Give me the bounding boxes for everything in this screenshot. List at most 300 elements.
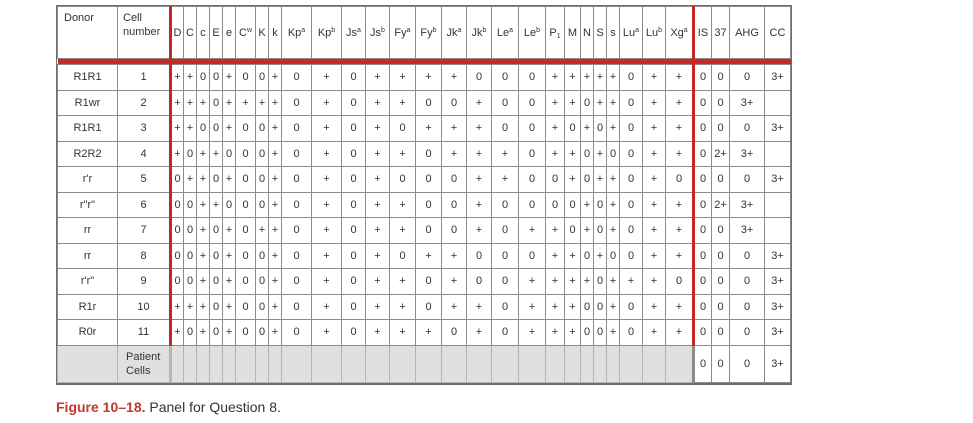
antigen-value: + <box>366 167 390 193</box>
table-row <box>58 269 791 295</box>
patient-antigen-blank <box>256 345 269 382</box>
table-row <box>58 294 791 320</box>
antigen-value: 0 <box>467 243 492 269</box>
antigen-value: + <box>666 243 694 269</box>
result-header: AHG <box>730 7 765 59</box>
reaction-result <box>765 192 791 218</box>
antigen-value: 0 <box>171 269 184 295</box>
reaction-result: 3+ <box>765 167 791 193</box>
antigen-value: 0 <box>184 141 197 167</box>
antigen-value: + <box>269 167 282 193</box>
antigen-value: 0 <box>342 90 366 116</box>
cell-number: 4 <box>118 141 171 167</box>
antigen-value: + <box>184 90 197 116</box>
antigen-value: 0 <box>256 65 269 91</box>
antigen-value: 0 <box>607 141 620 167</box>
antigen-value: + <box>366 192 390 218</box>
antigen-value: 0 <box>282 167 312 193</box>
donor-cell: rr <box>58 243 118 269</box>
reaction-result: 0 <box>712 294 730 320</box>
antigen-value: + <box>607 192 620 218</box>
antigen-header: Fy$^b$ <box>416 7 442 59</box>
antigen-value: 0 <box>594 320 607 346</box>
antigen-value: 0 <box>390 243 416 269</box>
patient-antigen-blank <box>197 345 210 382</box>
reaction-result: 2+ <box>712 192 730 218</box>
antigen-value: 0 <box>171 167 184 193</box>
reaction-result: 0 <box>730 269 765 295</box>
antigen-header: Fy$^a$ <box>390 7 416 59</box>
donor-cell: R1R1 <box>58 65 118 91</box>
antigen-value: + <box>269 243 282 269</box>
reaction-result: 3+ <box>765 116 791 142</box>
reaction-result: 2+ <box>712 141 730 167</box>
antigen-value: 0 <box>492 192 519 218</box>
antigen-value: + <box>666 192 694 218</box>
antigen-value: + <box>546 243 565 269</box>
antigen-value: + <box>643 320 666 346</box>
antigen-value: 0 <box>519 65 546 91</box>
antigen-value: + <box>607 65 620 91</box>
antigen-value: + <box>666 218 694 244</box>
antigen-value: 0 <box>666 269 694 295</box>
antigen-value: 0 <box>282 269 312 295</box>
patient-antigen-blank <box>546 345 565 382</box>
antigen-value: 0 <box>492 65 519 91</box>
antigen-value: 0 <box>620 243 643 269</box>
result-header: 37 <box>712 7 730 59</box>
antigen-value: 0 <box>342 243 366 269</box>
antigen-value: + <box>546 116 565 142</box>
antigen-value: 0 <box>620 65 643 91</box>
antigen-value: + <box>223 320 236 346</box>
antigen-value: 0 <box>282 90 312 116</box>
antigen-value: + <box>312 192 342 218</box>
antigen-value: + <box>416 320 442 346</box>
reaction-result: 0 <box>730 167 765 193</box>
patient-antigen-blank <box>366 345 390 382</box>
antigen-header: S <box>594 7 607 59</box>
antigen-value: 0 <box>442 167 467 193</box>
antigen-value: 0 <box>223 192 236 218</box>
antigen-header: $P_1$ <box>546 7 565 59</box>
antigen-value: 0 <box>342 269 366 295</box>
antigen-value: 0 <box>223 141 236 167</box>
patient-antigen-blank <box>519 345 546 382</box>
antigen-value: + <box>366 320 390 346</box>
antigen-value: + <box>546 320 565 346</box>
antigen-value: + <box>643 90 666 116</box>
antigen-value: 0 <box>416 167 442 193</box>
antigen-value: + <box>467 90 492 116</box>
antigen-value: 0 <box>519 116 546 142</box>
antigen-value: + <box>390 65 416 91</box>
table-row <box>58 141 791 167</box>
patient-antigen-blank <box>269 345 282 382</box>
antigen-value: + <box>492 141 519 167</box>
antigen-value: 0 <box>171 243 184 269</box>
table-row <box>58 243 791 269</box>
donor-cell: rr <box>58 218 118 244</box>
antigen-value: 0 <box>492 294 519 320</box>
antigen-value: + <box>269 218 282 244</box>
antigen-value: + <box>666 294 694 320</box>
antigen-value: 0 <box>620 294 643 320</box>
antigen-value: 0 <box>594 269 607 295</box>
antigen-value: 0 <box>256 294 269 320</box>
antigen-value: + <box>390 218 416 244</box>
patient-result: 0 <box>730 345 765 382</box>
antigen-value: + <box>223 90 236 116</box>
patient-antigen-blank <box>607 345 620 382</box>
antigen-value: 0 <box>442 192 467 218</box>
antigen-value: 0 <box>236 116 256 142</box>
antigen-value: 0 <box>519 243 546 269</box>
antigen-value: + <box>607 269 620 295</box>
antigen-value: + <box>269 192 282 218</box>
antigen-value: + <box>184 116 197 142</box>
antigen-value: 0 <box>236 218 256 244</box>
reaction-result: 0 <box>712 116 730 142</box>
donor-cell: r"r" <box>58 192 118 218</box>
cell-number-header: Cell number <box>118 7 171 59</box>
antigen-value: 0 <box>620 192 643 218</box>
patient-antigen-blank <box>492 345 519 382</box>
antigen-value: + <box>416 65 442 91</box>
antigen-value: + <box>269 269 282 295</box>
antigen-value: + <box>442 294 467 320</box>
antigen-value: 0 <box>256 320 269 346</box>
antigen-value: + <box>643 269 666 295</box>
antigen-value: + <box>184 167 197 193</box>
antigen-value: 0 <box>197 116 210 142</box>
antigen-header: Jk$^a$ <box>442 7 467 59</box>
antigen-header: Js$^a$ <box>342 7 366 59</box>
antigen-header: $C^w$ <box>236 7 256 59</box>
cell-number: 9 <box>118 269 171 295</box>
antigen-value: + <box>390 269 416 295</box>
header-row <box>58 7 791 59</box>
antigen-value: 0 <box>210 90 223 116</box>
antigen-value: + <box>519 269 546 295</box>
antigen-value: + <box>467 167 492 193</box>
antigen-value: + <box>594 65 607 91</box>
antigen-value: 0 <box>492 90 519 116</box>
antigen-header: Js$^b$ <box>366 7 390 59</box>
antigen-value: + <box>197 167 210 193</box>
patient-antigen-blank <box>342 345 366 382</box>
antigen-value: 0 <box>184 192 197 218</box>
antigen-value: 0 <box>210 218 223 244</box>
antigen-value: + <box>581 218 594 244</box>
patient-cells-row <box>58 345 791 382</box>
antigen-value: + <box>269 65 282 91</box>
antigen-value: + <box>467 141 492 167</box>
antigen-value: 0 <box>492 218 519 244</box>
patient-result: 0 <box>694 345 712 382</box>
antigen-value: + <box>666 90 694 116</box>
antigen-value: 0 <box>492 116 519 142</box>
antigen-value: + <box>223 243 236 269</box>
result-header: IS <box>694 7 712 59</box>
figure-caption-text: Panel for Question 8. <box>145 399 281 415</box>
antigen-value: + <box>210 141 223 167</box>
antigen-value: + <box>594 90 607 116</box>
patient-antigen-blank <box>594 345 607 382</box>
antigen-value: + <box>269 116 282 142</box>
antigen-value: + <box>312 167 342 193</box>
antigen-value: 0 <box>519 141 546 167</box>
reaction-result: 0 <box>712 65 730 91</box>
antigen-value: + <box>546 65 565 91</box>
antigen-value: 0 <box>236 320 256 346</box>
reaction-result: 0 <box>694 192 712 218</box>
antigen-value: + <box>607 90 620 116</box>
patient-antigen-blank <box>312 345 342 382</box>
antigen-value: + <box>197 294 210 320</box>
antigen-value: + <box>607 320 620 346</box>
antigen-header: Le$^a$ <box>492 7 519 59</box>
antigen-value: + <box>171 294 184 320</box>
patient-antigen-blank <box>620 345 643 382</box>
antigen-header: Lu$^b$ <box>643 7 666 59</box>
antigen-value: + <box>442 269 467 295</box>
patient-antigen-blank <box>210 345 223 382</box>
antigen-value: + <box>620 269 643 295</box>
table-row <box>58 320 791 346</box>
donor-header: Donor <box>58 7 118 59</box>
antigen-value: + <box>643 192 666 218</box>
reaction-result: 3+ <box>765 269 791 295</box>
antigen-value: 0 <box>171 192 184 218</box>
antigen-value: 0 <box>546 167 565 193</box>
antigen-value: 0 <box>581 243 594 269</box>
antigen-value: + <box>643 294 666 320</box>
donor-cell: R0r <box>58 320 118 346</box>
reaction-result: 0 <box>712 218 730 244</box>
antigen-value: + <box>565 243 581 269</box>
antigen-value: 0 <box>492 243 519 269</box>
antigen-value: 0 <box>581 294 594 320</box>
antigen-value: + <box>390 192 416 218</box>
antigen-value: + <box>197 141 210 167</box>
antigen-value: + <box>607 218 620 244</box>
antigen-value: 0 <box>342 65 366 91</box>
antigen-value: 0 <box>236 294 256 320</box>
antigen-value: 0 <box>256 243 269 269</box>
reaction-result: 3+ <box>730 192 765 218</box>
antigen-value: + <box>256 90 269 116</box>
antigen-value: 0 <box>236 243 256 269</box>
reaction-result: 3+ <box>765 65 791 91</box>
antigen-value: + <box>223 65 236 91</box>
antigen-value: 0 <box>581 90 594 116</box>
antigen-value: + <box>546 269 565 295</box>
antigen-value: + <box>366 90 390 116</box>
patient-antigen-blank <box>581 345 594 382</box>
antigen-value: + <box>666 141 694 167</box>
antigen-value: 0 <box>171 218 184 244</box>
cell-number: 1 <box>118 65 171 91</box>
reaction-result: 3+ <box>730 218 765 244</box>
patient-antigen-blank <box>390 345 416 382</box>
antigram-panel <box>56 5 792 385</box>
reaction-result: 0 <box>694 167 712 193</box>
table-row <box>58 192 791 218</box>
antigen-value: 0 <box>197 65 210 91</box>
antigen-value: 0 <box>210 320 223 346</box>
antigen-value: + <box>197 320 210 346</box>
antigen-value: 0 <box>620 167 643 193</box>
antigen-header: Jk$^b$ <box>467 7 492 59</box>
antigen-header: s <box>607 7 620 59</box>
antigen-value: + <box>390 294 416 320</box>
reaction-result: 0 <box>694 294 712 320</box>
antigen-value: 0 <box>594 294 607 320</box>
table-row <box>58 65 791 91</box>
antigen-value: 0 <box>467 65 492 91</box>
antigen-value: + <box>565 294 581 320</box>
antigen-value: + <box>171 116 184 142</box>
antigen-value: 0 <box>594 116 607 142</box>
antigen-value: + <box>546 90 565 116</box>
antigen-value: 0 <box>416 90 442 116</box>
antigen-value: + <box>256 218 269 244</box>
table-row <box>58 218 791 244</box>
antigen-value: 0 <box>546 192 565 218</box>
antigen-value: 0 <box>210 116 223 142</box>
patient-antigen-blank <box>666 345 694 382</box>
antigen-value: 0 <box>620 218 643 244</box>
antigram-table <box>57 6 791 383</box>
antigen-header: e <box>223 7 236 59</box>
antigen-value: 0 <box>282 320 312 346</box>
antigen-value: + <box>223 218 236 244</box>
antigen-value: + <box>210 192 223 218</box>
antigen-value: 0 <box>236 192 256 218</box>
cell-number: 8 <box>118 243 171 269</box>
table-row <box>58 90 791 116</box>
antigen-value: + <box>197 192 210 218</box>
cell-number: 6 <box>118 192 171 218</box>
antigen-value: + <box>312 141 342 167</box>
antigen-value: + <box>565 167 581 193</box>
antigen-value: + <box>581 65 594 91</box>
antigen-value: 0 <box>210 167 223 193</box>
reaction-result: 3+ <box>730 141 765 167</box>
table-row <box>58 167 791 193</box>
patient-antigen-blank <box>442 345 467 382</box>
reaction-result: 0 <box>712 243 730 269</box>
antigen-value: + <box>269 320 282 346</box>
antigen-value: + <box>416 243 442 269</box>
cell-number: 7 <box>118 218 171 244</box>
antigen-value: 0 <box>342 116 366 142</box>
antigen-value: 0 <box>342 192 366 218</box>
antigen-value: 0 <box>210 294 223 320</box>
antigen-value: 0 <box>416 294 442 320</box>
antigen-value: + <box>171 90 184 116</box>
antigen-value: + <box>366 141 390 167</box>
antigen-value: 0 <box>581 141 594 167</box>
antigen-value: + <box>171 141 184 167</box>
result-header: CC <box>765 7 791 59</box>
antigen-value: + <box>442 65 467 91</box>
reaction-result: 0 <box>712 269 730 295</box>
antigen-value: + <box>565 90 581 116</box>
antigen-value: 0 <box>282 116 312 142</box>
antigen-value: + <box>312 90 342 116</box>
antigen-value: + <box>519 294 546 320</box>
antigen-value: + <box>607 294 620 320</box>
antigen-value: + <box>223 269 236 295</box>
antigen-value: + <box>519 320 546 346</box>
antigen-value: + <box>416 116 442 142</box>
patient-result: 3+ <box>765 345 791 382</box>
antigen-value: + <box>366 294 390 320</box>
antigen-value: + <box>171 320 184 346</box>
antigen-value: + <box>594 243 607 269</box>
donor-cell: R1r <box>58 294 118 320</box>
antigen-value: 0 <box>519 167 546 193</box>
antigen-value: + <box>643 243 666 269</box>
antigen-value: + <box>492 167 519 193</box>
reaction-result: 3+ <box>765 320 791 346</box>
antigen-value: 0 <box>492 269 519 295</box>
antigen-value: + <box>390 320 416 346</box>
antigen-value: + <box>607 167 620 193</box>
antigen-value: 0 <box>416 141 442 167</box>
cell-number: 11 <box>118 320 171 346</box>
antigen-value: 0 <box>594 218 607 244</box>
antigen-value: 0 <box>342 320 366 346</box>
donor-cell: r'r" <box>58 269 118 295</box>
cell-number: 2 <box>118 90 171 116</box>
antigen-value: 0 <box>620 320 643 346</box>
antigen-value: + <box>666 116 694 142</box>
patient-antigen-blank <box>565 345 581 382</box>
figure-caption <box>56 399 281 415</box>
reaction-result <box>765 90 791 116</box>
antigen-value: 0 <box>565 192 581 218</box>
antigen-value: + <box>197 269 210 295</box>
antigen-header: Lu$^a$ <box>620 7 643 59</box>
reaction-result: 0 <box>694 90 712 116</box>
antigen-value: + <box>643 218 666 244</box>
antigen-value: + <box>312 116 342 142</box>
antigen-value: + <box>269 294 282 320</box>
reaction-result: 0 <box>694 65 712 91</box>
patient-antigen-blank <box>467 345 492 382</box>
antigen-value: 0 <box>416 269 442 295</box>
antigen-value: + <box>312 320 342 346</box>
antigen-value: + <box>312 65 342 91</box>
patient-antigen-blank <box>184 345 197 382</box>
reaction-result: 0 <box>694 116 712 142</box>
antigen-value: 0 <box>210 269 223 295</box>
antigen-value: 0 <box>236 65 256 91</box>
antigen-value: 0 <box>210 243 223 269</box>
reaction-result <box>765 218 791 244</box>
cell-number: 5 <box>118 167 171 193</box>
antigen-value: 0 <box>184 218 197 244</box>
antigen-header: C <box>184 7 197 59</box>
antigen-value: + <box>546 141 565 167</box>
patient-antigen-blank <box>643 345 666 382</box>
reaction-result: 3+ <box>765 294 791 320</box>
antigen-value: 0 <box>282 294 312 320</box>
antigen-header: M <box>565 7 581 59</box>
